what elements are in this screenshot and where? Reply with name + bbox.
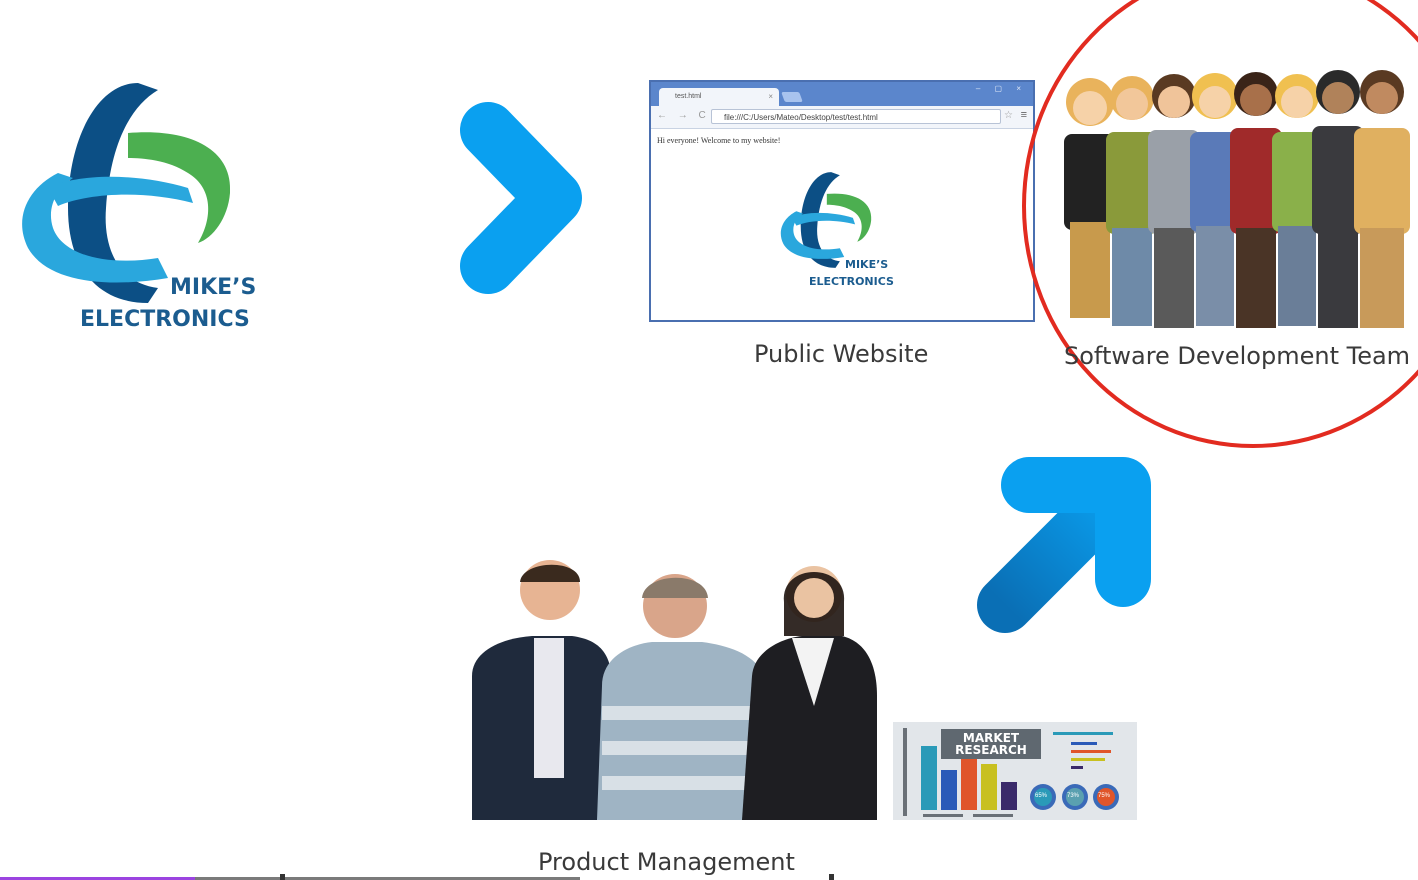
playback-marker [829,874,834,880]
page-content-text: Hi everyone! Welcome to my website! [657,136,781,145]
logo-text-line1: MIKE’S [170,275,257,300]
gauge-label-3: 75% [1098,793,1111,799]
window-controls[interactable]: – ▢ × [975,84,1027,93]
tab-title: test.html [675,93,702,100]
browser-logo-line2: ELECTRONICS [809,275,894,288]
person [472,560,612,820]
arrow-up-right-icon [975,455,1153,635]
gauge-label-2: 73% [1067,793,1080,799]
market-research-title-line2: RESEARCH [955,743,1027,757]
menu-icon[interactable]: ≡ [1020,109,1027,121]
product-management-caption: Product Management [538,848,795,876]
browser-logo-mark-icon [779,170,879,270]
new-tab-button[interactable] [781,92,803,102]
market-research-title-line1: MARKET [962,731,1020,745]
public-website-caption: Public Website [754,340,929,368]
gauge-label-1: 65% [1035,793,1048,799]
arrow-right-icon [358,100,583,295]
logo-mark-icon [18,78,248,308]
nav-buttons[interactable]: ← → C [657,110,710,121]
highlight-circle [1022,0,1418,448]
logo-text-line2: ELECTRONICS [80,307,250,332]
market-research-title [941,729,1041,759]
person [742,566,877,820]
browser-logo-line1: MIKE’S [845,258,889,271]
product-management-photo [462,556,882,820]
browser-window [649,80,1035,322]
bookmark-star-icon[interactable]: ☆ [1004,110,1013,121]
browser-toolbar [651,106,1033,129]
browser-tab[interactable] [659,88,779,106]
market-research-card [893,722,1137,820]
browser-titlebar [651,82,1033,106]
company-logo [18,78,278,338]
playback-marker [280,874,285,880]
tab-close-icon[interactable]: × [768,92,773,101]
software-team-caption: Software Development Team [1064,342,1411,370]
address-bar[interactable]: file:///C:/Users/Mateo/Desktop/test/test.html [711,109,1001,124]
